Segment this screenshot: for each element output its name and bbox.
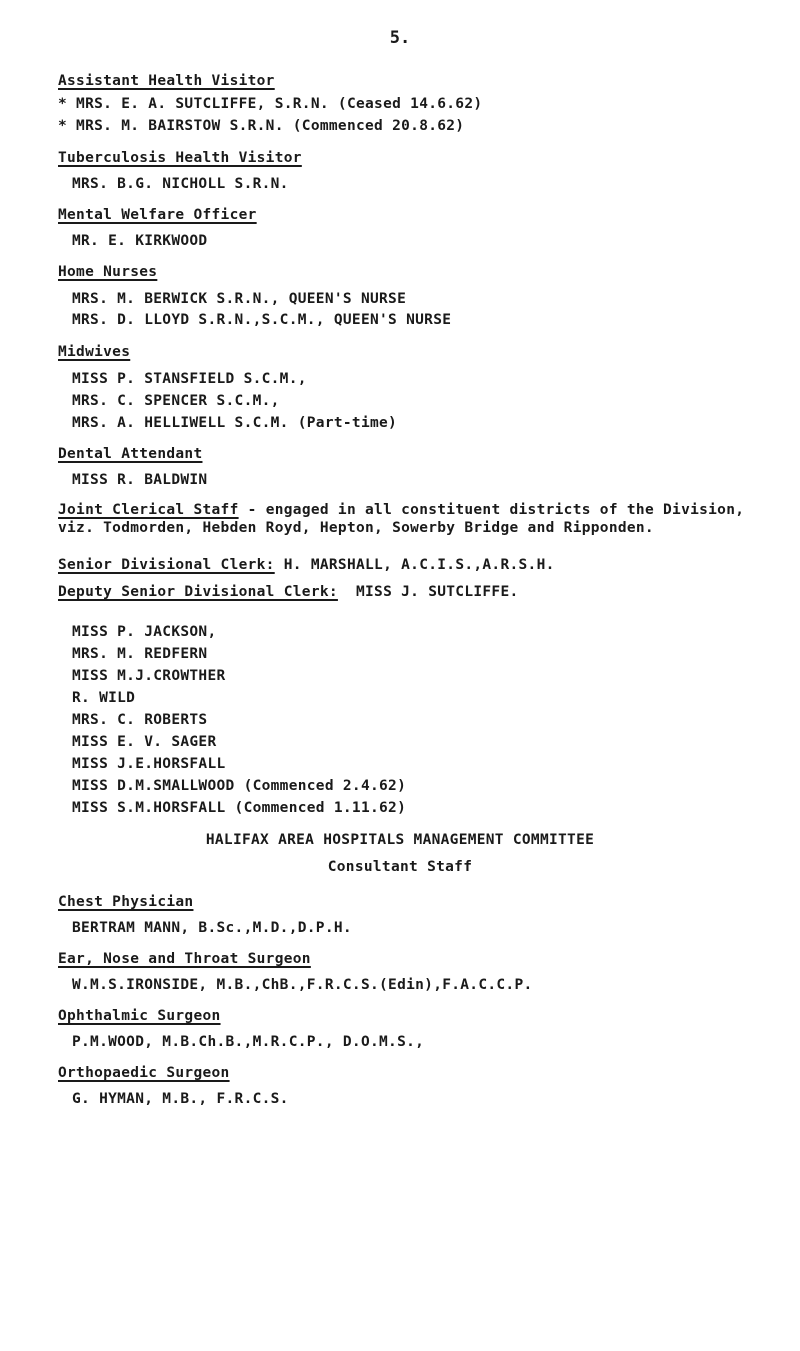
staff-line: G. HYMAN, M.B., F.R.C.S. (72, 1091, 289, 1107)
staff-line: BERTRAM MANN, B.Sc.,M.D.,D.P.H. (72, 920, 352, 936)
staff-line: MRS. B.G. NICHOLL S.R.N. (72, 176, 289, 192)
clerk-line: MISS P. JACKSON, (72, 624, 217, 640)
staff-line: MR. E. KIRKWOOD (72, 233, 208, 249)
joint-clerical-text: - engaged in all constituent districts of the Division, viz. Todmorden, Hebden Royd, Hepton, Sowerby Bridge and Ripponden. (58, 502, 745, 536)
deputy-clerk-line (58, 583, 519, 601)
heading-home-nurses: Home Nurses (58, 264, 158, 280)
consultant-staff-title: Consultant Staff (327, 859, 473, 875)
heading-midwives: Midwives (58, 344, 131, 360)
heading-assistant-health-visitor: Assistant Health Visitor (58, 73, 275, 89)
page-number: 5. (389, 28, 411, 48)
staff-line: W.M.S.IRONSIDE, M.B.,ChB.,F.R.C.S.(Edin),F.A.C.C.P. (72, 977, 533, 993)
clerk-line: MRS. M. REDFERN (72, 646, 208, 662)
senior-clerk-value: H. MARSHALL, A.C.I.S.,A.R.S.H. (283, 557, 555, 573)
clerk-line: MRS. C. ROBERTS (72, 712, 208, 728)
staff-line: P.M.WOOD, M.B.Ch.B.,M.R.C.P., D.O.M.S., (72, 1034, 425, 1050)
heading-joint-clerical-staff: Joint Clerical Staff (58, 502, 239, 518)
clerk-line: MISS S.M.HORSFALL (Commenced 1.11.62) (72, 800, 407, 816)
joint-clerical-paragraph (58, 501, 778, 537)
staff-line: MRS. D. LLOYD S.R.N.,S.C.M., QUEEN'S NURSE (72, 312, 452, 328)
staff-line: MRS. A. HELLIWELL S.C.M. (Part-time) (72, 415, 398, 431)
senior-clerk-label: Senior Divisional Clerk: (58, 557, 275, 573)
clerk-line: R. WILD (72, 690, 136, 706)
senior-clerk-line (58, 556, 555, 574)
staff-line: MRS. C. SPENCER S.C.M., (72, 393, 280, 409)
heading-ent-surgeon: Ear, Nose and Throat Surgeon (58, 951, 311, 967)
clerk-line: MISS M.J.CROWTHER (72, 668, 226, 684)
deputy-clerk-value: MISS J. SUTCLIFFE. (355, 584, 519, 600)
staff-line: MISS R. BALDWIN (72, 472, 208, 488)
heading-mental-welfare-officer: Mental Welfare Officer (58, 207, 257, 223)
heading-orthopaedic-surgeon: Orthopaedic Surgeon (58, 1065, 230, 1081)
deputy-clerk-label: Deputy Senior Divisional Clerk: (58, 584, 338, 600)
clerk-line: MISS E. V. SAGER (72, 734, 217, 750)
clerk-line: MISS J.E.HORSFALL (72, 756, 226, 772)
heading-chest-physician: Chest Physician (58, 894, 194, 910)
heading-ophthalmic-surgeon: Ophthalmic Surgeon (58, 1008, 221, 1024)
heading-dental-attendant: Dental Attendant (58, 446, 203, 462)
heading-tuberculosis-health-visitor: Tuberculosis Health Visitor (58, 150, 302, 166)
staff-line: * MRS. M. BAIRSTOW S.R.N. (Commenced 20.8.62) (58, 118, 465, 134)
staff-line: MISS P. STANSFIELD S.C.M., (72, 371, 307, 387)
staff-line: * MRS. E. A. SUTCLIFFE, S.R.N. (Ceased 14.6.62) (58, 96, 483, 112)
clerk-line: MISS D.M.SMALLWOOD (Commenced 2.4.62) (72, 778, 407, 794)
staff-line: MRS. M. BERWICK S.R.N., QUEEN'S NURSE (72, 291, 407, 307)
hmc-title: HALIFAX AREA HOSPITALS MANAGEMENT COMMITTEE (205, 832, 595, 848)
